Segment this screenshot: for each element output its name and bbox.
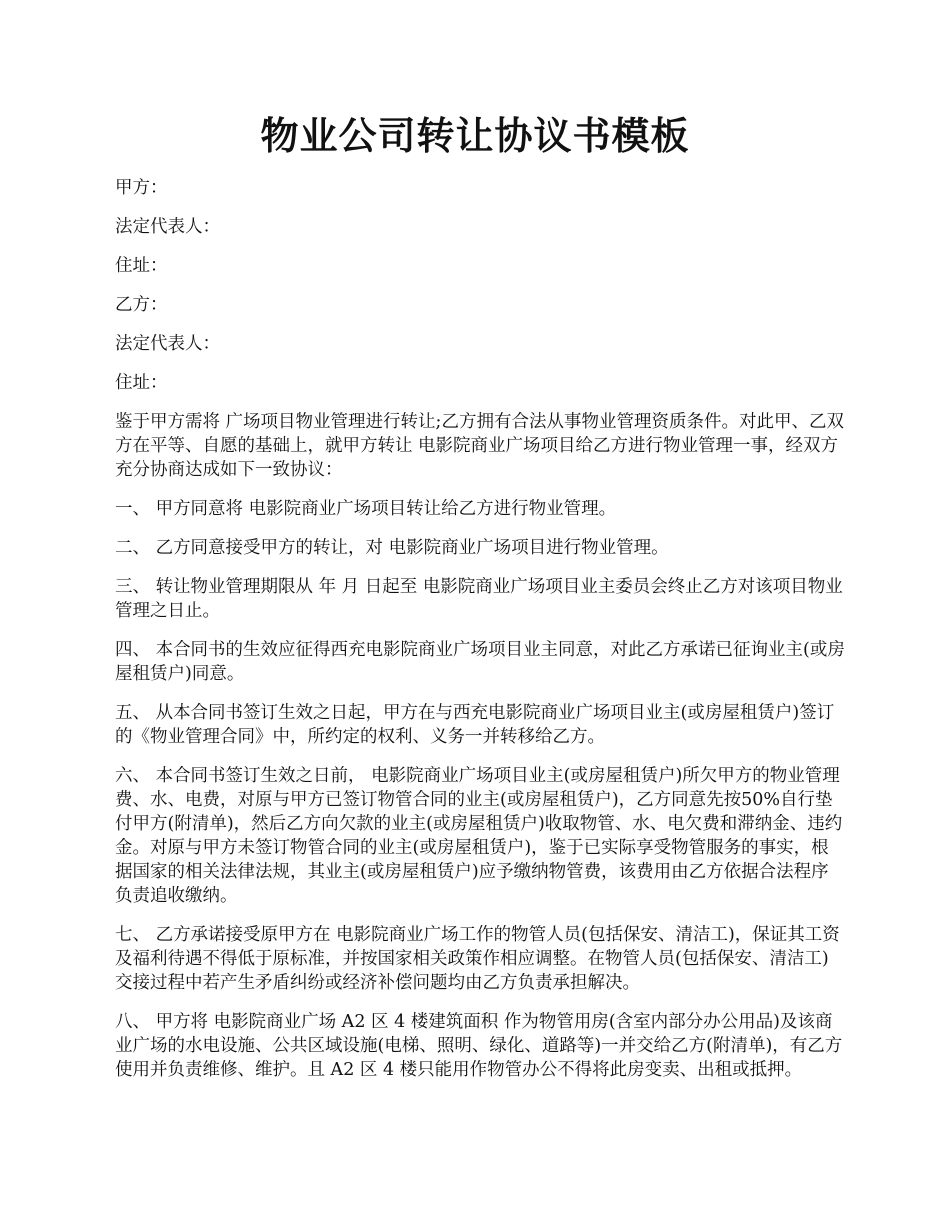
party-a-line: 甲方： (115, 178, 168, 198)
party-a-rep-line: 法定代表人： (115, 217, 220, 237)
clause-8: 八、 甲方将 电影院商业广场 A2 区 4 楼建筑面积 作为物管用房(含室内部分办公用品)及该商业广场的水电设施、公共区域设施(电梯、照明、绿化、道路等)一并交给乙方(附清单)，有乙方使用并负责维修、维护。且 A2 区 4 楼只能用作物管办公不得将此房变卖、出租或抵押。 (115, 1012, 843, 1080)
clause-7: 七、 乙方承诺接受原甲方在 电影院商业广场工作的物管人员(包括保安、清洁工)，保证其工资及福利待遇不得低于原标准，并按国家相关政策作相应调整。在物管人员(包括保安、清洁工)交接过程中若产生矛盾纠纷或经济补偿问题均由乙方负责承担解决。 (115, 925, 840, 993)
party-b-address-line: 住址： (115, 373, 168, 393)
clause-5: 五、 从本合同书签订生效之日起，甲方在与西充电影院商业广场项目业主(或房屋租赁户)签订的《物业管理合同》中，所约定的权利、义务一并转移给乙方。 (115, 703, 835, 747)
clause-1: 一、 甲方同意将 电影院商业广场项目转让给乙方进行物业管理。 (115, 499, 617, 519)
preamble-paragraph: 鉴于甲方需将 广场项目物业管理进行转让;乙方拥有合法从事物业管理资质条件。对此甲、乙双方在平等、自愿的基础上，就甲方转让 电影院商业广场项目给乙方进行物业管理一事，经双方充分协商达成如下一致协议： (115, 412, 844, 480)
clause-2: 二、 乙方同意接受甲方的转让，对 电影院商业广场项目进行物业管理。 (115, 538, 669, 558)
document-title: 物业公司转让协议书模板 (260, 113, 690, 158)
clause-3: 三、 转让物业管理期限从 年 月 日起至 电影院商业广场项目业主委员会终止乙方对该项目物业管理之日止。 (115, 577, 843, 621)
party-b-rep-line: 法定代表人： (115, 334, 220, 354)
party-a-address-line: 住址： (115, 256, 168, 276)
clause-6: 六、 本合同书签订生效之日前， 电影院商业广场项目业主(或房屋租赁户)所欠甲方的物业管理费、水、电费，对原与甲方已签订物管合同的业主(或房屋租赁户)，乙方同意先按50%自行垫付甲方(附清单)，然后乙方向欠款的业主(或房屋租赁户)收取物管、水、电欠费和滞纳金、违约金。对原与甲方未签订物管合同的业主(或房屋租赁户)，鉴于已实际享受物管服务的事实，根据国家的相关法律法规，其业主(或房屋租赁户)应予缴纳物管费，该费用由乙方依据合法程序负责追收缴纳。 (115, 766, 843, 906)
party-b-line: 乙方： (115, 295, 168, 315)
clause-4: 四、 本合同书的生效应征得西充电影院商业广场项目业主同意，对此乙方承诺已征询业主(或房屋租赁户)同意。 (115, 640, 845, 684)
document-body (115, 176, 845, 1097)
